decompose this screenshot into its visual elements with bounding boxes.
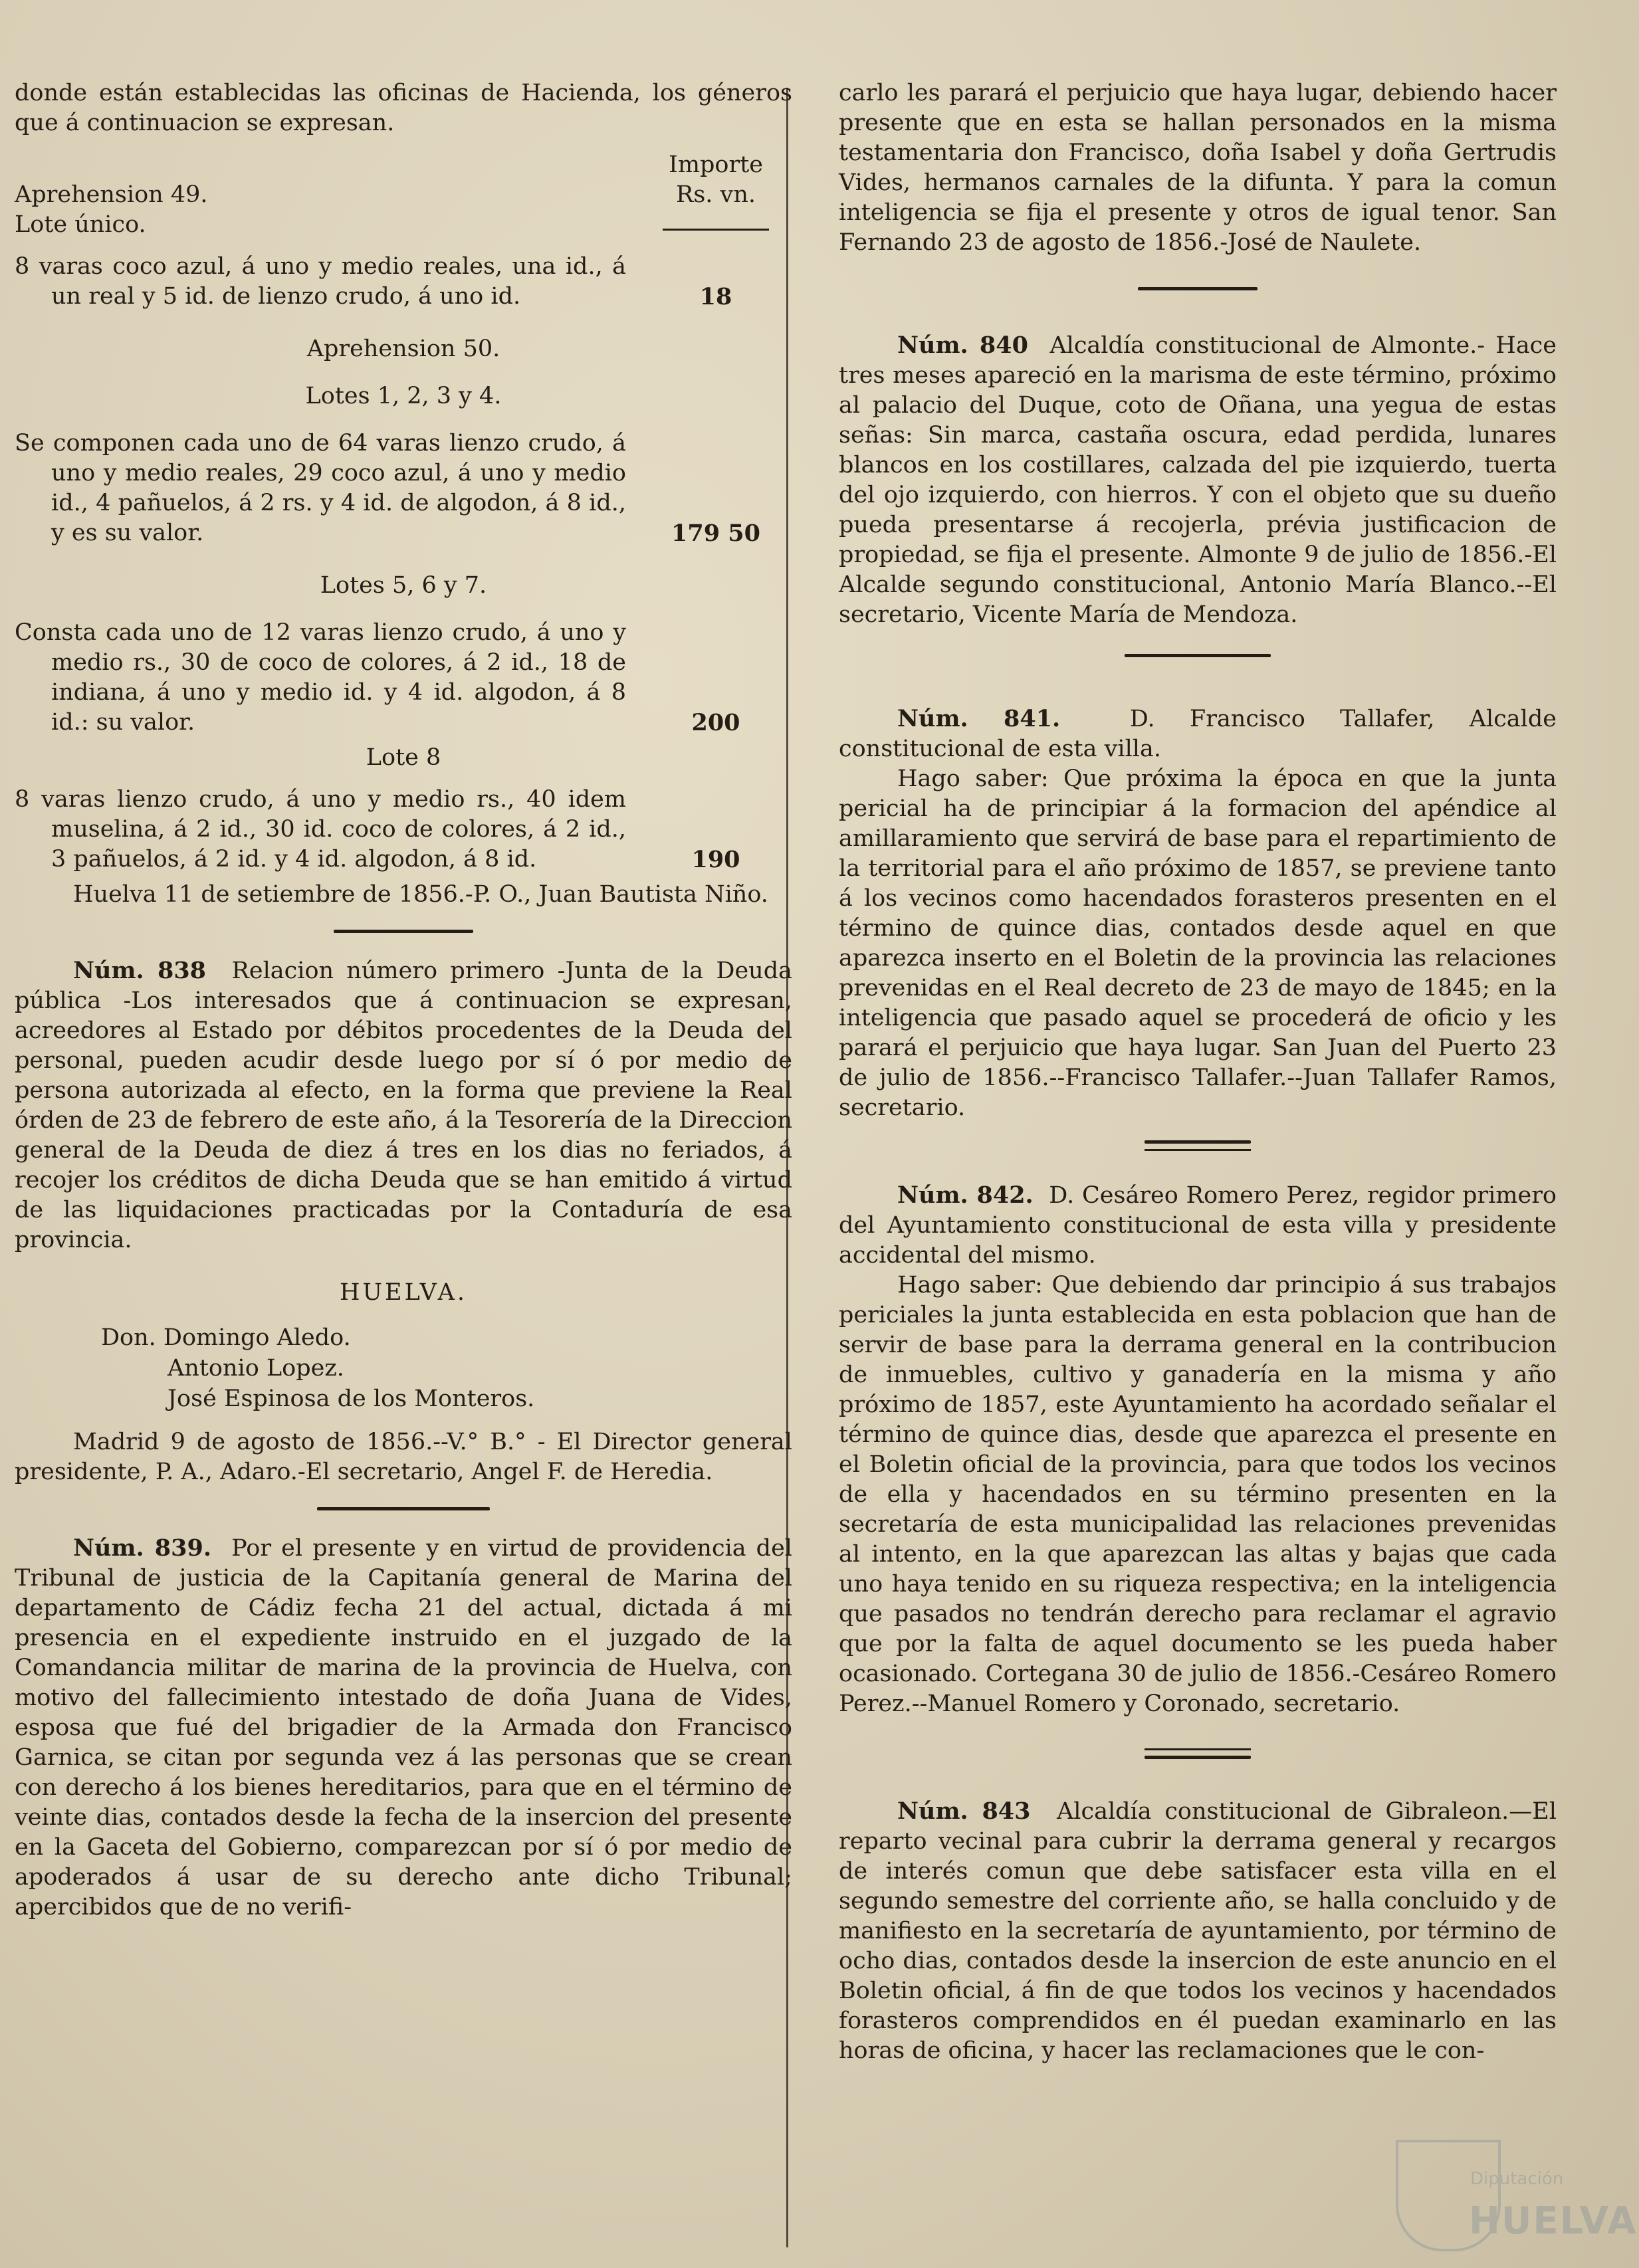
huelva-signature: Huelva 11 de setiembre de 1856.-P. O., Juan Bautista Niño. [73,881,768,908]
creditor-list [15,1322,792,1414]
creditor-name: José Espinosa de los Monteros. [167,1386,535,1412]
creditor-name: Don. Domingo Aledo. [101,1324,351,1351]
section-separator-thin [1145,1748,1251,1750]
notice-840-text: Alcaldía constitucional de Almonte.- Hace tres meses apareció en la marisma de este término, próximo al palacio del Duque, coto de Oñana, una yegua de estas señas: Sin marca, castaña oscura, edad perdida, lunares blancos en los costillares, calzada del pie izquierdo, tuerta del ojo izquierdo, con hierros. Y con el objeto que su dueño pueda presentarse á recojerla, prévia justificacion de propiedad, se fija el presente. Almonte 9 de julio de 1856.-El Alcalde segundo constitucional, Antonio María Blanco.--El secretario, Vicente María de Mendoza. [839,332,1557,628]
notice-839-number: Núm. 839. [73,1534,212,1562]
section-separator [317,1507,490,1510]
aprehension-50-heading: Aprehension 50. [306,336,500,362]
notice-839 [15,1533,792,1922]
importe-label: Importe [669,152,763,178]
aprehension-49-header [15,150,792,210]
lote-8-text: 8 varas lienzo crudo, á uno y medio rs., 40 idem muselina, á 2 id., 30 id. coco de colores, á 2 id., 3 pañuelos, á 2 id. y 4 id. algodon, á 8 id. [15,786,626,873]
currency-label: Rs. vn. [675,181,756,208]
notice-838-number: Núm. 838 [73,957,207,984]
intro-paragraph: donde están establecidas las oficinas de Hacienda, los géneros que á continuacion se expresan. [15,80,792,136]
right-column [839,78,1557,2066]
lot-item-row [15,252,792,312]
creditor-name: Antonio Lopez. [167,1355,344,1382]
importe-rule [663,229,769,231]
section-separator [1145,1756,1251,1759]
lote-8-heading: Lote 8 [366,744,441,771]
section-separator [334,930,473,933]
importe-rule-wrap [639,229,792,240]
notice-842-text: Hago saber: Que debiendo dar principio á sus trabajos periciales la junta establecida en esta poblacion que han de servir de base para la derrama general en la contribucion de inmuebles, cultivo y ganadería en la misma y año próximo de 1857, este Ayuntamiento ha acordado señalar el término de quince dias, desde que aparezca el presente en el Boletin oficial de la provincia, para que todos los vecinos de ella y hacendados en su término presenten en la secretaría de esta municipalidad las relaciones prevenidas al intento, en la que aparezcan las altas y bajas que cada uno haya tenido en su riqueza respectiva; en la inteligencia que pasados no tendrán derecho para reclamar el agravio que por la falta de aquel documento se les pueda haber ocasionado. Cortegana 30 de julio de 1856.-Cesáreo Romero Perez.--Manuel Romero y Coronado, secretario. [839,1272,1557,1717]
notice-841-number: Núm. 841. [897,705,1061,732]
lotes-1-4-heading: Lotes 1, 2, 3 y 4. [305,383,502,409]
watermark-word: HUELVA [1469,2200,1638,2243]
lotes-1-4-amount: 179 50 [671,520,760,547]
importe-header [639,150,792,210]
notice-838-text: Relacion número primero -Junta de la Deuda pública -Los interesados que á continuacion se expresan, acreedores al Estado por débitos procedentes de la Deuda del personal, pueden acudir desde luego por sí ó por medio de persona autorizada al efecto, en la forma que previene la Real órden de 23 de febrero de este año, á la Tesorería de la Direccion general de la Deuda de diez á tres en los dias no feriados, á recojer los créditos de dicha Deuda que se han emitido á virtud de las liquidaciones practicadas por la Contaduría de esa provincia. [15,958,792,1253]
aprehension-49-heading: Aprehension 49. [15,181,208,208]
lote-8-amount: 190 [691,846,740,873]
notice-842-number: Núm. 842. [897,1182,1034,1209]
lote-unico-row [15,210,792,240]
lotes-1-4-row [15,429,792,548]
lotes-5-7-heading: Lotes 5, 6 y 7. [320,572,487,599]
lotes-5-7-amount: 200 [691,709,740,736]
notice-838-signature: Madrid 9 de agosto de 1856.--V.° B.° - El Director general presidente, P. A., Adaro.-El secretario, Angel F. de Heredia. [15,1429,792,1485]
section-separator [1145,1140,1251,1144]
notice-841-text: Hago saber: Que próxima la época en que la junta pericial ha de principiar á la formacion del apéndice al amillaramiento que servirá de base para el repartimiento de la territorial para el año próximo de 1857, se previene tanto á los vecinos como hacendados forasteros presenten en el término de quince dias, contados desde aquel en que aparezca inserto en el Boletin de la provincia las relaciones prevenidas en el Real decreto de 23 de mayo de 1845; en la inteligencia que pasado aquel se procederá de oficio y les parará el perjuicio que haya lugar. San Juan del Puerto 23 de julio de 1856.--Francisco Tallafer.--Juan Tallafer Ramos, secretario. [839,766,1557,1121]
lotes-5-7-row [15,618,792,738]
lote-unico-heading: Lote único. [15,211,146,238]
lote-8-row [15,785,792,875]
notice-841-heading-line [839,704,1557,764]
notice-839-continuation: carlo les parará el perjuicio que haya lugar, debiendo hacer presente que en esta se hallan personados en la misma testamentaria don Francisco, doña Isabel y doña Gertrudis Vides, hermanos carnales de la difunta. Y para la comun inteligencia se fija el presente y otros de igual tenor. San Fernando 23 de agosto de 1856.-José de Naulete. [839,80,1557,256]
watermark-institution: Diputación [1470,2169,1564,2189]
left-column [15,78,792,1922]
notice-841-heading: D. Francisco Tallafer, Alcalde constitucional de esta villa. [839,706,1557,762]
section-separator [1138,287,1257,290]
section-separator-thin [1145,1149,1251,1151]
notice-840 [839,330,1557,630]
section-separator [1125,654,1271,657]
notice-842-heading: D. Cesáreo Romero Perez, regidor primero del Ayuntamiento constitucional de esta villa y presidente accidental del mismo. [839,1182,1557,1269]
notice-843-number: Núm. 843 [897,1798,1031,1825]
lotes-5-7-text: Consta cada uno de 12 varas lienzo crudo, á uno y medio rs., 30 de coco de colores, á 2 id., 18 de indiana, á uno y medio id. y 4 id. algodon, á 8 id.: su valor. [15,619,626,736]
notice-838 [15,956,792,1255]
notice-842-heading-line [839,1180,1557,1271]
lotes-1-4-text: Se componen cada uno de 64 varas lienzo crudo, á uno y medio reales, 29 coco azul, á uno y medio id., 4 pañuelos, á 2 rs. y 4 id. de algodon, á 8 id., y es su valor. [15,430,626,546]
notice-839-text: Por el presente y en virtud de providencia del Tribunal de justicia de la Capitanía general de Marina del departamento de Cádiz fecha 21 del actual, dictada á mi presencia en el expediente instruido en el juzgado de la Comandancia militar de marina de la provincia de Huelva, con motivo del fallecimiento intestado de doña Juana de Vides, esposa que fué del brigadier de la Armada don Francisco Garnica, se citan por segunda vez á las personas que se crean con derecho á los bienes hereditarios, para que en el término de veinte dias, contados desde la fecha de la insercion del presente en la Gaceta del Gobierno, comparezcan por sí ó por medio de apoderados á usar de su derecho ante dicho Tribunal; apercibidos que de no verifi- [15,1535,792,1920]
notice-843-text: Alcaldía constitucional de Gibraleon.—El reparto vecinal para cubrir la derrama general y recargos de interés comun que debe satisfacer esta villa en el segundo semestre del corriente año, se halla concluido y de manifiesto en la secretaría de ayuntamiento, por término de ocho dias, contados desde la insercion de este anuncio en el Boletin oficial, á fin de que todos los vecinos y hacendados forasteros comprendidos en él puedan examinarlo en las horas de oficina, y hacer las reclamaciones que le con- [839,1798,1557,2064]
notice-840-number: Núm. 840 [897,332,1028,359]
notice-843 [839,1796,1557,2066]
lot-item-text: 8 varas coco azul, á uno y medio reales, una id., á un real y 5 id. de lienzo crudo, á uno id. [15,253,626,310]
notice-838-place: HUELVA. [340,1279,467,1306]
archive-watermark [1382,2126,1638,2259]
lot-item-amount: 18 [699,283,732,310]
